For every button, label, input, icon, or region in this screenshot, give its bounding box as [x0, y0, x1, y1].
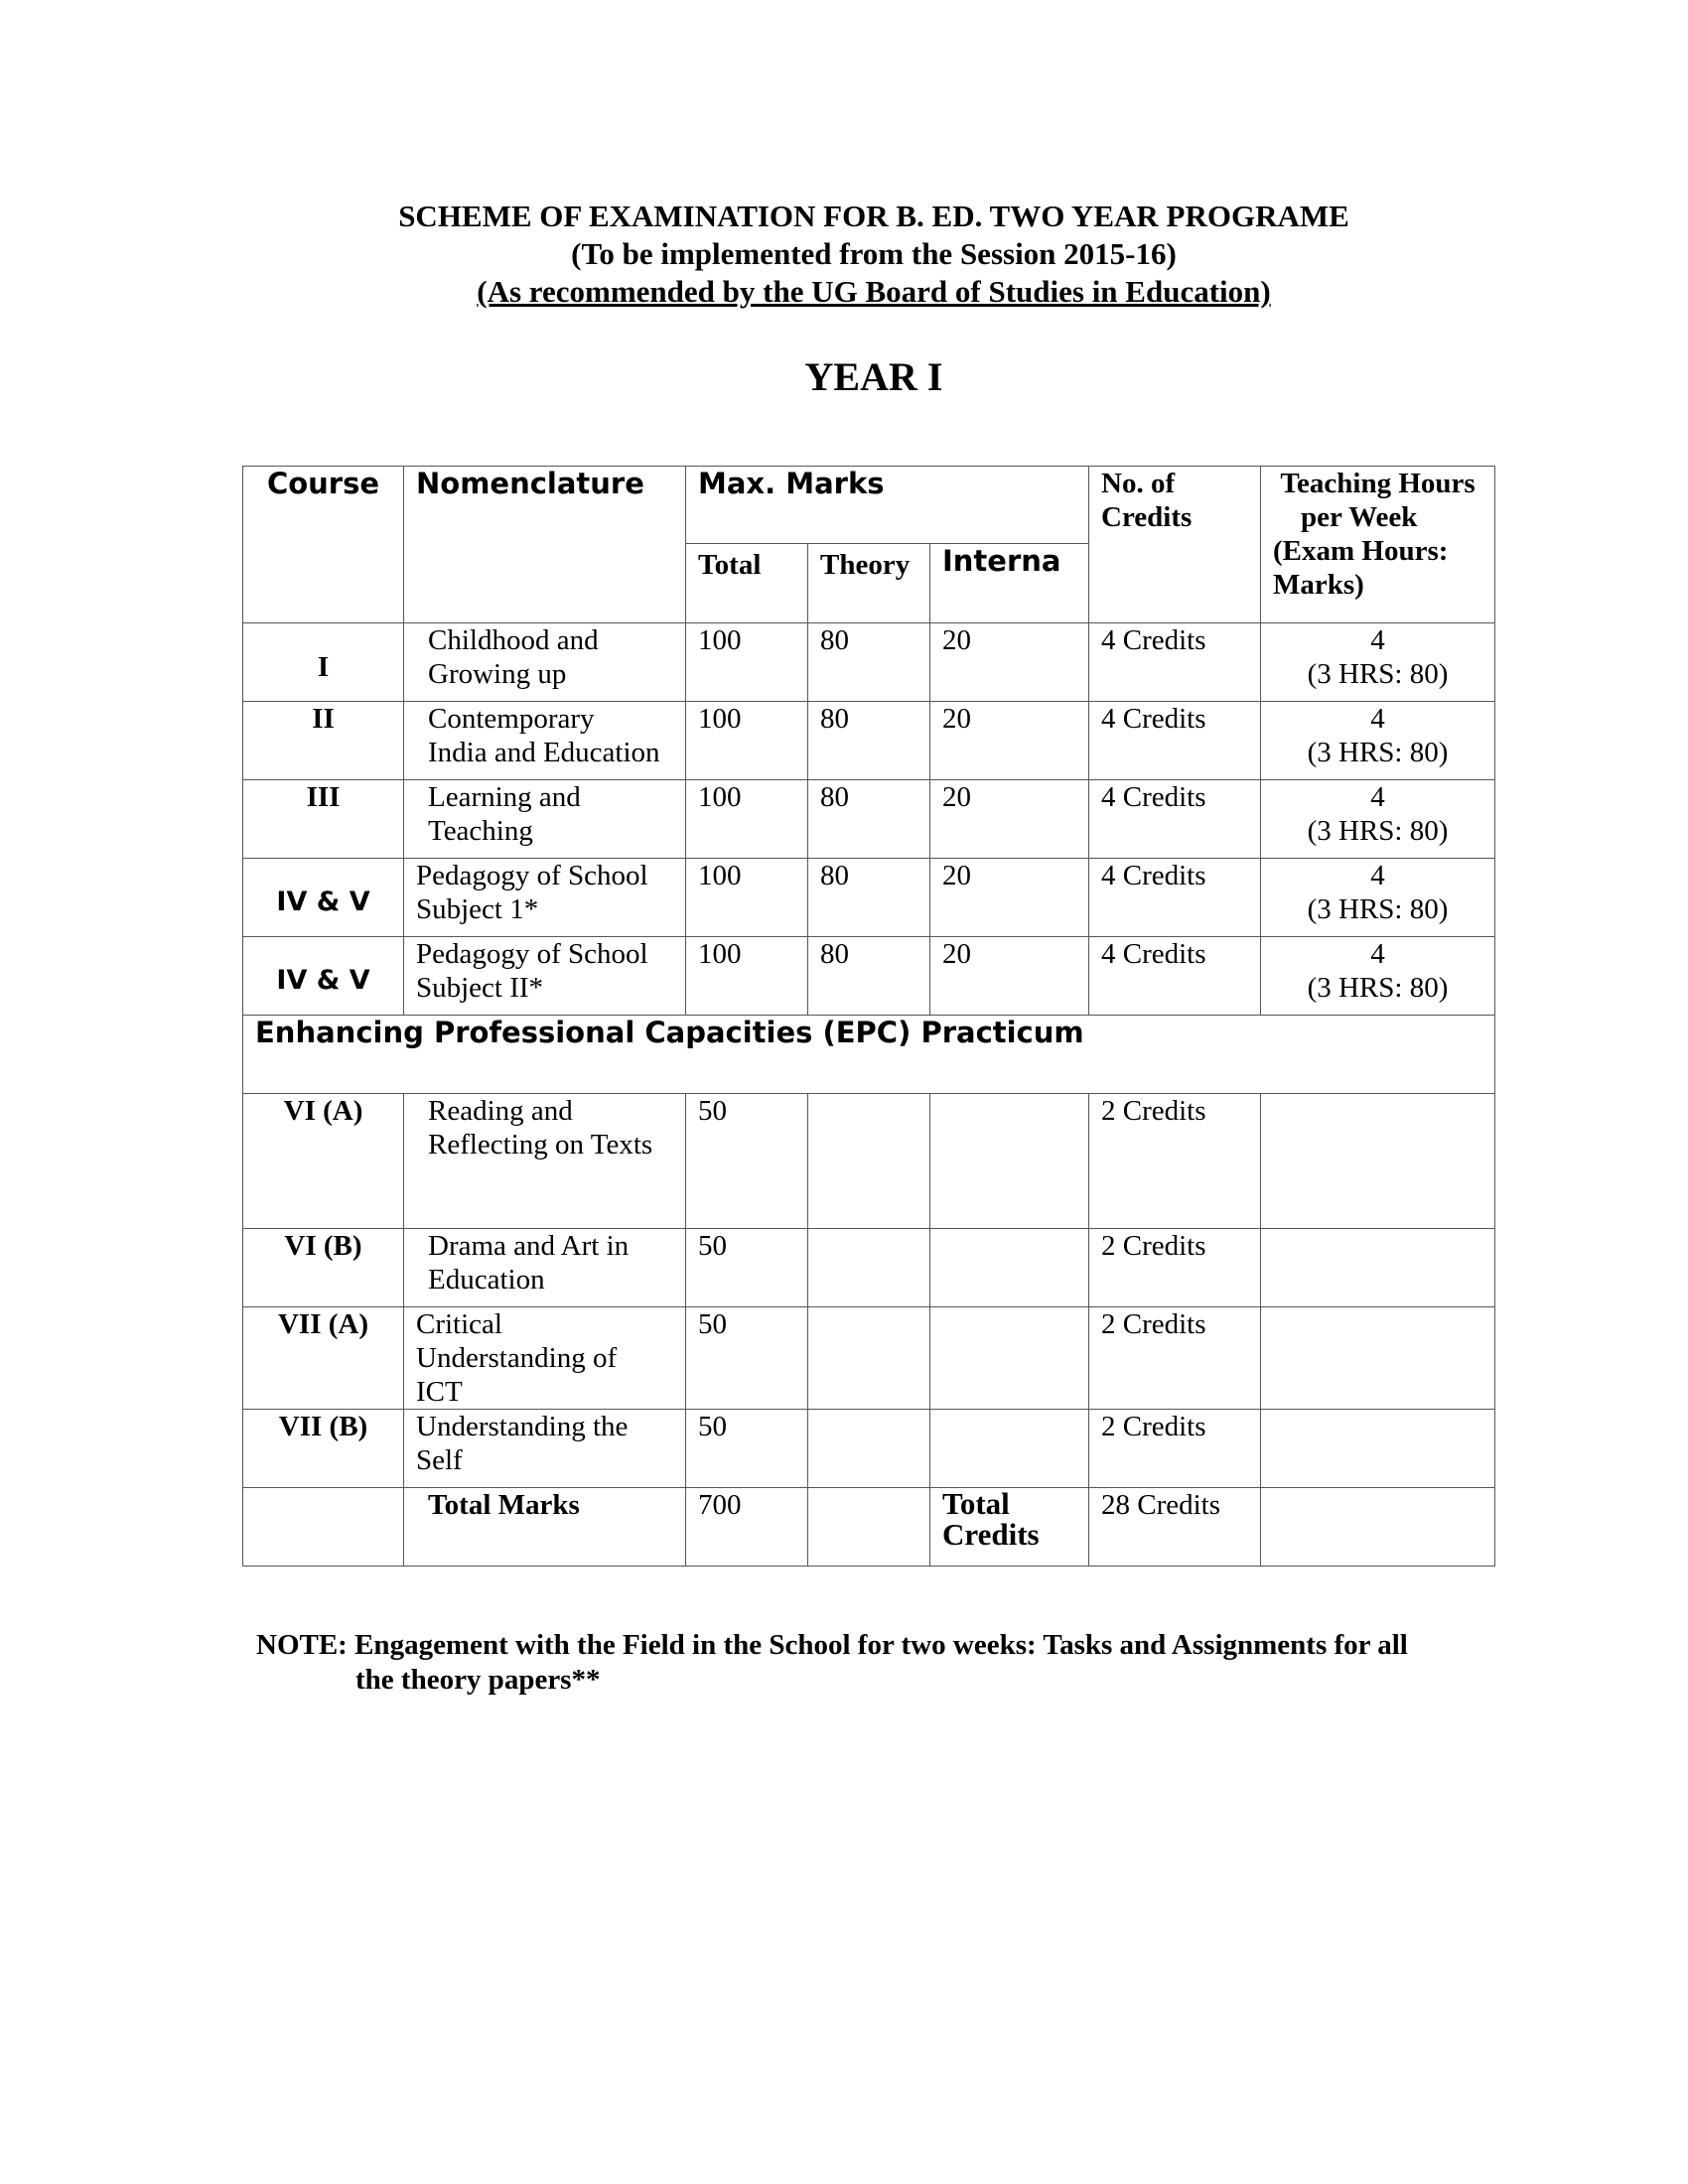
- hours-value: 4: [1370, 624, 1385, 656]
- nomenclature-line: Self: [416, 1444, 463, 1476]
- credits: 4 Credits: [1089, 780, 1261, 859]
- course-code: VI (B): [243, 1229, 404, 1307]
- header-theory: Theory: [808, 544, 930, 623]
- nomenclature-line: Subject II*: [416, 972, 544, 1004]
- nomenclature-line: Growing up: [428, 658, 567, 690]
- nomenclature-line: India and Education: [428, 737, 660, 768]
- header-teaching-line1: Teaching Hours: [1280, 468, 1476, 499]
- total-marks: 50: [686, 1307, 808, 1410]
- header-total: Total: [686, 544, 808, 623]
- scheme-table: [242, 466, 1495, 1567]
- theory-marks: [808, 1094, 930, 1229]
- credits: 2 Credits: [1089, 1410, 1261, 1488]
- course-nomenclature: [404, 937, 686, 1016]
- course-code: II: [243, 702, 404, 780]
- footnote: [256, 1628, 1547, 1698]
- exam-hours: (3 HRS: 80): [1307, 893, 1449, 925]
- course-nomenclature: [404, 780, 686, 859]
- total-row: [243, 1488, 1495, 1567]
- course-nomenclature: [404, 1307, 686, 1410]
- footnote-line1: NOTE: Engagement with the Field in the School for two weeks: Tasks and Assignments for all: [256, 1629, 1408, 1661]
- theory-marks: 80: [808, 623, 930, 702]
- nomenclature-line: Pedagogy of School: [416, 938, 648, 970]
- nomenclature-line: Pedagogy of School: [416, 860, 648, 891]
- total-marks: 50: [686, 1229, 808, 1307]
- nomenclature-line: Understanding the: [416, 1411, 629, 1442]
- total-credits-value: 28 Credits: [1089, 1488, 1261, 1567]
- teaching-hours: [1261, 702, 1495, 780]
- nomenclature-line: Understanding of: [416, 1342, 618, 1374]
- theory-marks: [808, 1307, 930, 1410]
- theory-marks: 80: [808, 859, 930, 937]
- teaching-hours: [1261, 1094, 1495, 1229]
- hours-value: 4: [1370, 781, 1385, 813]
- table-row: [243, 623, 1495, 702]
- internal-marks: [930, 1094, 1089, 1229]
- header-nomenclature: Nomenclature: [404, 467, 686, 623]
- table-row: [243, 859, 1495, 937]
- theory-marks: 80: [808, 702, 930, 780]
- course-nomenclature: [404, 623, 686, 702]
- theory-marks: 80: [808, 780, 930, 859]
- credits: 4 Credits: [1089, 937, 1261, 1016]
- credits: 4 Credits: [1089, 859, 1261, 937]
- exam-hours: (3 HRS: 80): [1307, 815, 1449, 847]
- total-teaching: [1261, 1488, 1495, 1567]
- total-marks: 50: [686, 1094, 808, 1229]
- header-credits: [1089, 467, 1261, 623]
- header-teaching-hours: [1261, 467, 1495, 623]
- teaching-hours: [1261, 937, 1495, 1016]
- nomenclature-line: Reading and: [428, 1095, 573, 1127]
- teaching-hours: [1261, 780, 1495, 859]
- course-code: VI (A): [243, 1094, 404, 1229]
- header-teaching-line2: per Week: [1301, 501, 1418, 533]
- header-credits-line2: Credits: [1101, 501, 1193, 533]
- doc-subtitle-session: (To be implemented from the Session 2015-16): [571, 236, 1177, 271]
- total-credits-label-line: Credits: [942, 1517, 1040, 1552]
- nomenclature-line: Drama and Art in: [428, 1230, 630, 1262]
- total-marks: 100: [686, 702, 808, 780]
- credits: 4 Credits: [1089, 623, 1261, 702]
- internal-marks: 20: [930, 937, 1089, 1016]
- course-nomenclature: [404, 1410, 686, 1488]
- course-code: VII (B): [243, 1410, 404, 1488]
- total-marks-value: 700: [686, 1488, 808, 1567]
- course-code: VII (A): [243, 1307, 404, 1410]
- theory-marks: 80: [808, 937, 930, 1016]
- table-row: [243, 702, 1495, 780]
- epc-section-title: Enhancing Professional Capacities (EPC) Practicum: [243, 1016, 1495, 1094]
- header-credits-line1: No. of: [1101, 468, 1176, 499]
- course-code: IV & V: [243, 937, 404, 1016]
- table-row: [243, 1307, 1495, 1410]
- teaching-hours: [1261, 1307, 1495, 1410]
- exam-hours: (3 HRS: 80): [1307, 658, 1449, 690]
- header-course: Course: [243, 467, 404, 623]
- course-code: IV & V: [243, 859, 404, 937]
- credits: 4 Credits: [1089, 702, 1261, 780]
- doc-subtitle-board: (As recommended by the UG Board of Studies in Education): [477, 274, 1271, 309]
- doc-title: SCHEME OF EXAMINATION FOR B. ED. TWO YEAR PROGRAME: [398, 199, 1349, 233]
- course-nomenclature: [404, 702, 686, 780]
- total-marks: 100: [686, 937, 808, 1016]
- credits: 2 Credits: [1089, 1229, 1261, 1307]
- theory-marks: [808, 1410, 930, 1488]
- nomenclature-line: Childhood and: [428, 624, 599, 656]
- nomenclature-line: Contemporary: [428, 703, 595, 735]
- footnote-line2: the theory papers**: [355, 1664, 601, 1696]
- header-teaching-line3: (Exam Hours:: [1273, 535, 1449, 567]
- table-row: [243, 780, 1495, 859]
- total-row-course: [243, 1488, 404, 1567]
- teaching-hours: [1261, 859, 1495, 937]
- course-nomenclature: [404, 1094, 686, 1229]
- internal-marks: 20: [930, 702, 1089, 780]
- exam-hours: (3 HRS: 80): [1307, 737, 1449, 768]
- table-row: [243, 1094, 1495, 1229]
- total-marks: 100: [686, 859, 808, 937]
- header-teaching-line4: Marks): [1273, 569, 1364, 601]
- course-nomenclature: [404, 1229, 686, 1307]
- total-marks-label: Total Marks: [404, 1488, 686, 1567]
- total-marks: 100: [686, 623, 808, 702]
- internal-marks: [930, 1410, 1089, 1488]
- hours-value: 4: [1370, 938, 1385, 970]
- nomenclature-line: Education: [428, 1264, 545, 1296]
- credits: 2 Credits: [1089, 1094, 1261, 1229]
- internal-marks: 20: [930, 859, 1089, 937]
- nomenclature-line: ICT: [416, 1376, 463, 1408]
- nomenclature-line: Reflecting on Texts: [428, 1129, 653, 1160]
- internal-marks: [930, 1229, 1089, 1307]
- course-code: III: [243, 780, 404, 859]
- nomenclature-line: Teaching: [428, 815, 533, 847]
- total-theory: [808, 1488, 930, 1567]
- table-row: [243, 1410, 1495, 1488]
- teaching-hours: [1261, 1229, 1495, 1307]
- internal-marks: 20: [930, 780, 1089, 859]
- hours-value: 4: [1370, 703, 1385, 735]
- course-code: I: [243, 623, 404, 702]
- epc-section-row: [243, 1016, 1495, 1094]
- exam-hours: (3 HRS: 80): [1307, 972, 1449, 1004]
- nomenclature-line: Subject 1*: [416, 893, 539, 925]
- year-title: YEAR I: [804, 354, 943, 399]
- table-row: [243, 1229, 1495, 1307]
- header-internal: Interna: [930, 544, 1089, 623]
- table-row: [243, 937, 1495, 1016]
- total-credits-label-line: Total: [942, 1486, 1010, 1521]
- internal-marks: 20: [930, 623, 1089, 702]
- total-marks: 100: [686, 780, 808, 859]
- course-nomenclature: [404, 859, 686, 937]
- theory-marks: [808, 1229, 930, 1307]
- nomenclature-line: Learning and: [428, 781, 581, 813]
- total-credits-label: [930, 1488, 1089, 1567]
- internal-marks: [930, 1307, 1089, 1410]
- nomenclature-line: Critical: [416, 1308, 502, 1340]
- credits: 2 Credits: [1089, 1307, 1261, 1410]
- teaching-hours: [1261, 1410, 1495, 1488]
- teaching-hours: [1261, 623, 1495, 702]
- total-marks: 50: [686, 1410, 808, 1488]
- header-max-marks: Max. Marks: [686, 467, 1089, 544]
- hours-value: 4: [1370, 860, 1385, 891]
